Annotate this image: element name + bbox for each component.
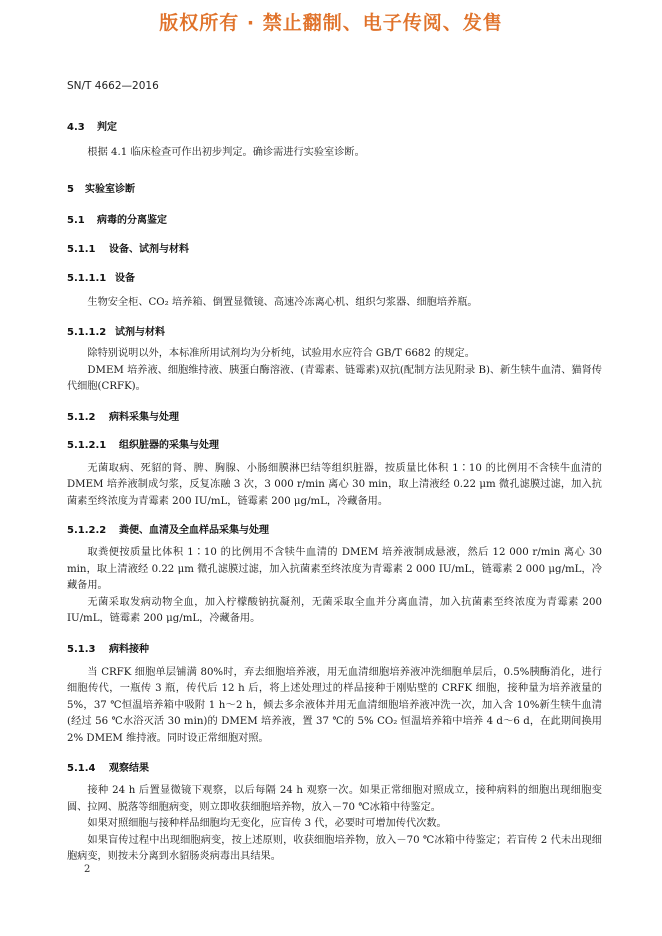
paragraph: DMEM 培养液、细胞维持液、胰蛋白酶溶液、(青霉素、链霉素)双抗(配制方法见附录 B)、新生犊牛血清、猫肾传代细胞(CRFK)。 xyxy=(67,364,602,392)
paragraph: 生物安全柜、CO₂ 培养箱、倒置显微镜、高速冷冻离心机、组织匀浆器、细胞培养瓶。 xyxy=(87,296,478,308)
copyright-watermark: 版权所有 · 禁止翻制、电子传阅、发售 xyxy=(159,12,503,34)
section-heading: 5.1.2 病料采集与处理 xyxy=(67,411,179,423)
paragraph: 除特别说明以外，本标准所用试剂均为分析纯，试验用水应符合 GB/T 6682 的规定。 xyxy=(87,348,475,359)
paragraph: 取粪便按质量比体积 1∶10 的比例用不含犊牛血清的 DMEM 培养液制成悬液，然后 12 000 r/min 离心 30 min，取上清液经 0.22 μm 微孔滤膜过滤，加入抗菌素至终浓度为青霉素 2 000 IU/mL，链霉素 2 000 μg/mL，冷藏备用。 xyxy=(67,547,602,591)
paragraph: 根据 4.1 临床检查可作出初步判定。确诊需进行实验室诊断。 xyxy=(87,147,365,158)
paragraph: 如果对照细胞与接种样品细胞均无变化，应盲传 3 代，必要时可增加传代次数。 xyxy=(87,818,447,829)
paragraph: 无菌取病、死貂的肾、脾、胸腺、小肠细膜淋巴结等组织脏器，按质量比体积 1∶10 的比例用不含犊牛血清的 DMEM 培养液制成匀浆，反复冻融 3 次，3 000 r/min 离心 30 min，取上清液经 0.22 μm 微孔滤膜过滤，加入抗菌素至终浓度为青霉素 200 IU/mL，链霉素 200 μg/mL，冷藏备用。 xyxy=(67,462,602,507)
section-heading: 5.1 病毒的分离鉴定 xyxy=(67,214,167,226)
paragraph: 当 CRFK 细胞单层铺满 80%时，弃去细胞培养液，用无血清细胞培养液冲洗细胞单层后，0.5%胰酶消化，进行细胞传代，一瓶传 3 瓶，传代后 12 h 后，将上述处理过的样品接种于刚贴壁的 CRFK 细胞，接种量为培养液量的 5%，37 ℃恒温培养箱中吸附 1 h～2 h，倾去多余液体并用无血清细胞培养液冲洗一次，加入含 10%新生犊牛血清(经过 56 ℃水浴灭活 30 min)的 DMEM 培养液，置 37 ℃的 5% CO₂ 恒温培养箱中培养 4 d～6 d，在此期间换用 2% DMEM 维持液。同时设正常细胞对照。 xyxy=(67,666,602,744)
section-heading: 5.1.2.2 粪便、血清及全血样品采集与处理 xyxy=(67,525,269,536)
section-heading: 5.1.2.1 组织脏器的采集与处理 xyxy=(67,439,219,451)
section-heading: 5.1.4 观察结果 xyxy=(67,763,149,774)
paragraph: 无菌采取发病动物全血，加入柠檬酸钠抗凝剂，无菌采取全血并分离血清，加入抗菌素至终浓度为青霉素 200 IU/mL，链霉素 200 μg/mL，冷藏备用。 xyxy=(67,596,602,624)
section-heading: 5.1.1 设备、试剂与材料 xyxy=(67,243,189,255)
section-heading: 5.1.1.1 设备 xyxy=(67,272,135,284)
section-heading: 5.1.3 病料接种 xyxy=(67,643,149,655)
paragraph: 接种 24 h 后置显微镜下观察，以后每隔 24 h 观察一次。如果正常细胞对照成立，接种病料的细胞出现细胞变圆、拉网、脱落等细胞病变，则立即收获细胞培养物，放入－70 ℃冰箱中待鉴定。 xyxy=(67,785,602,813)
paragraph: 如果盲传过程中出现细胞病变，按上述原则，收获细胞培养物，放入－70 ℃冰箱中待鉴定；若盲传 2 代未出现细胞病变，则按未分离到水貂肠炎病毒出具结果。 xyxy=(67,834,602,862)
standard-code: SN/T 4662—2016 xyxy=(67,80,159,92)
section-heading: 5 实验室诊断 xyxy=(67,183,135,195)
section-heading: 5.1.1.2 试剂与材料 xyxy=(67,327,165,338)
page-number: 2 xyxy=(84,864,91,875)
section-heading: 4.3 判定 xyxy=(67,122,117,133)
document-body xyxy=(67,118,602,866)
